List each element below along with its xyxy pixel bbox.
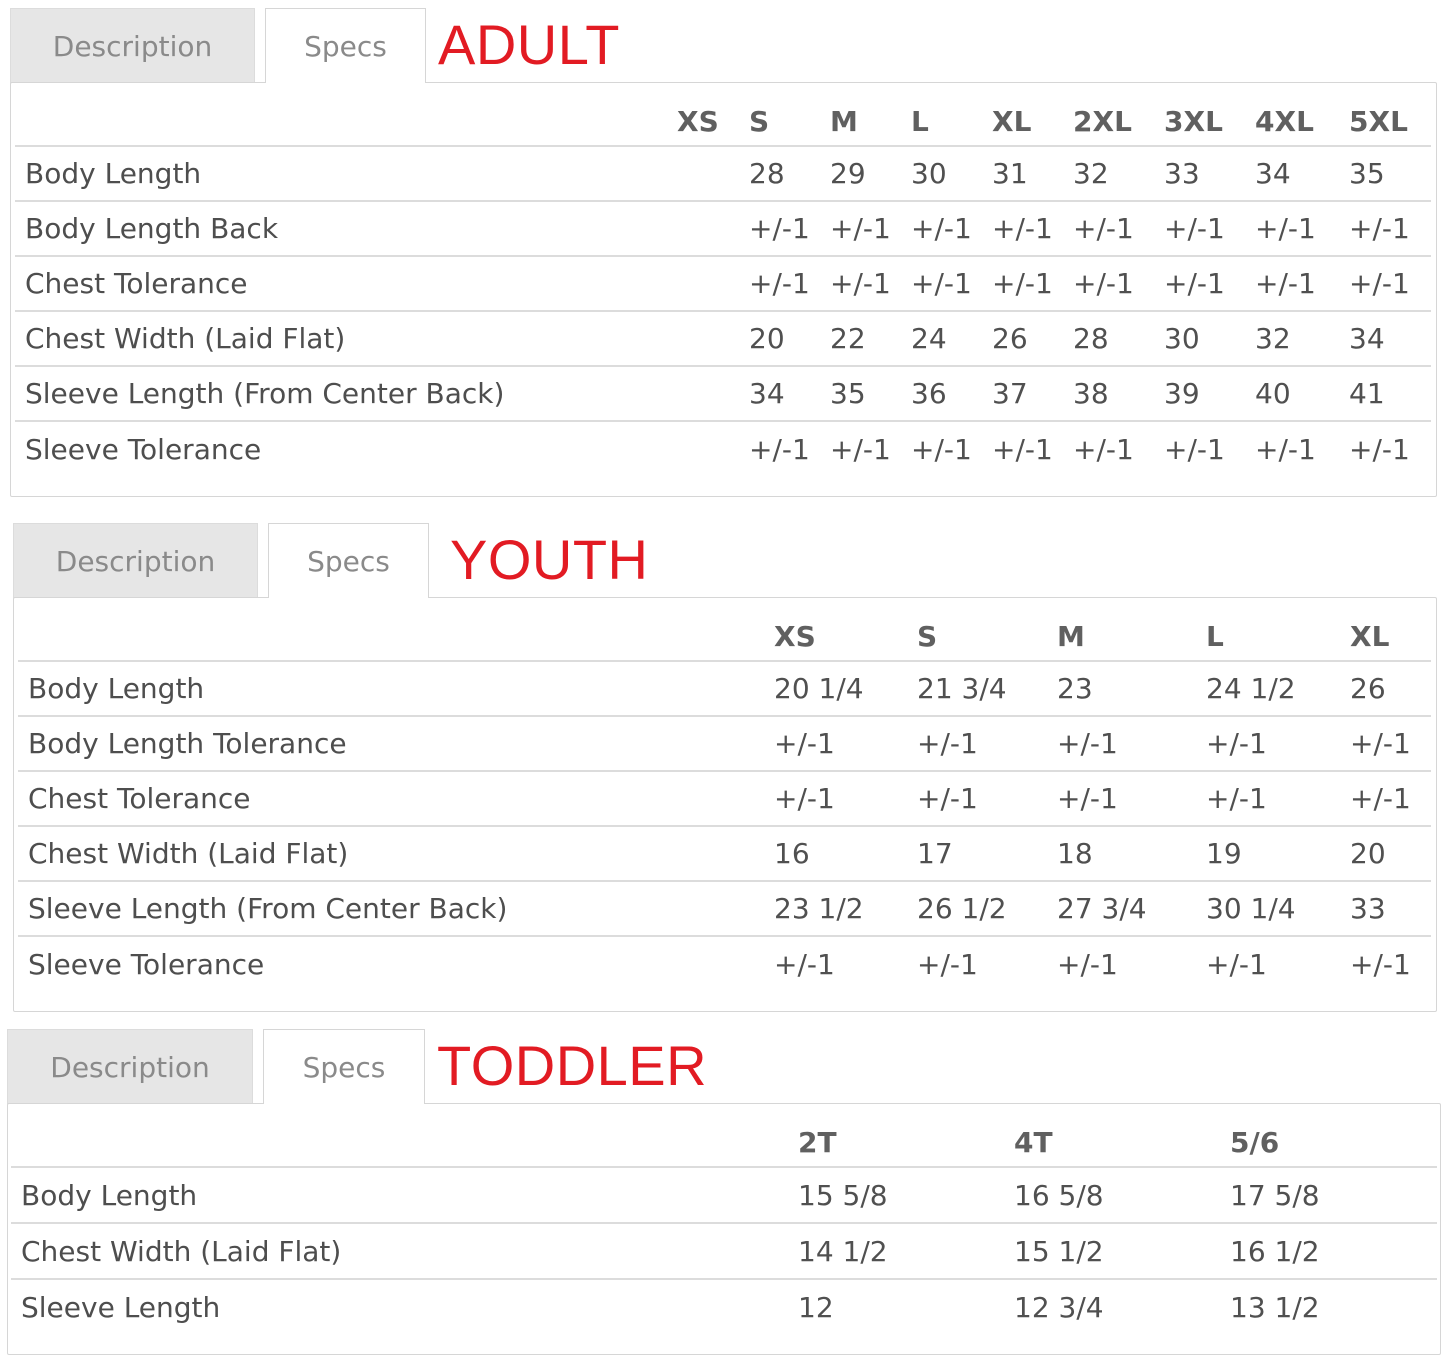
cell: +/-1 <box>774 771 917 826</box>
size-header: 5XL <box>1349 98 1431 146</box>
cell: +/-1 <box>917 771 1057 826</box>
cell: +/-1 <box>1255 256 1349 311</box>
row-label: Sleeve Length (From Center Back) <box>18 881 774 936</box>
size-header: 4T <box>1014 1119 1230 1167</box>
row-label: Body Length <box>15 146 677 201</box>
tab-specs[interactable]: Specs <box>265 8 426 83</box>
row-label: Chest Tolerance <box>15 256 677 311</box>
cell: 32 <box>1073 146 1164 201</box>
cell: +/-1 <box>1164 201 1255 256</box>
cell: +/-1 <box>917 716 1057 771</box>
row-label: Body Length Back <box>15 201 677 256</box>
row-label: Chest Width (Laid Flat) <box>18 826 774 881</box>
row-label: Sleeve Tolerance <box>25 432 262 466</box>
cell: 14 1/2 <box>798 1223 1014 1279</box>
cell: +/-1 <box>830 201 911 256</box>
size-header: 4XL <box>1255 98 1349 146</box>
cell: +/-1 <box>992 432 1053 466</box>
cell: 22 <box>830 311 911 366</box>
cell: 33 <box>1350 881 1431 936</box>
size-header: L <box>1206 613 1350 661</box>
tab-specs-underlap <box>266 81 425 84</box>
cell: 31 <box>992 146 1073 201</box>
tab-specs-underlap <box>269 596 428 599</box>
cell: +/-1 <box>749 256 830 311</box>
cell: +/-1 <box>917 947 978 981</box>
cell: +/-1 <box>830 432 891 466</box>
cell: 34 <box>1255 146 1349 201</box>
row-label: Sleeve Tolerance <box>28 947 265 981</box>
section-label-adult: ADULT <box>438 13 620 76</box>
cell: 30 <box>1164 311 1255 366</box>
cell: 24 1/2 <box>1206 661 1350 716</box>
size-header: XL <box>1350 613 1431 661</box>
tab-specs[interactable]: Specs <box>263 1029 425 1104</box>
cell: +/-1 <box>1349 256 1431 311</box>
cell: +/-1 <box>1349 432 1410 466</box>
size-header: 5/6 <box>1230 1119 1437 1167</box>
cell: 15 5/8 <box>798 1167 1014 1223</box>
cell: +/-1 <box>774 716 917 771</box>
size-header: XS <box>774 613 917 661</box>
cell: 40 <box>1255 366 1349 421</box>
cell: 15 1/2 <box>1014 1223 1230 1279</box>
table-row <box>11 1223 1437 1279</box>
cell: 20 <box>1350 826 1431 881</box>
size-header: M <box>830 98 911 146</box>
tab-specs-underlap <box>264 1102 424 1105</box>
cell: 17 <box>917 826 1057 881</box>
cell: 18 <box>1057 826 1206 881</box>
row-label: Chest Tolerance <box>18 771 774 826</box>
cell: +/-1 <box>1073 201 1164 256</box>
size-table-toddler <box>11 1119 1437 1335</box>
cell: +/-1 <box>1255 432 1316 466</box>
row-label: Chest Width (Laid Flat) <box>15 311 677 366</box>
cell: +/-1 <box>1164 432 1225 466</box>
cell: +/-1 <box>749 432 810 466</box>
cell: 35 <box>830 366 911 421</box>
row-label: Body Length <box>18 661 774 716</box>
size-header: S <box>749 98 830 146</box>
cell: +/-1 <box>1164 256 1255 311</box>
cell: +/-1 <box>1255 201 1349 256</box>
size-header: 2T <box>798 1119 1014 1167</box>
cell: +/-1 <box>1057 771 1206 826</box>
cell: 20 1/4 <box>774 661 917 716</box>
cell: +/-1 <box>1206 771 1350 826</box>
cell: +/-1 <box>911 201 992 256</box>
cell: 26 <box>1350 661 1431 716</box>
cell: 28 <box>749 146 830 201</box>
cell: +/-1 <box>749 201 830 256</box>
cell: 16 5/8 <box>1014 1167 1230 1223</box>
cell: 19 <box>1206 826 1350 881</box>
cell: 13 1/2 <box>1230 1291 1320 1324</box>
cell: 12 <box>798 1291 834 1324</box>
cell: +/-1 <box>1206 716 1350 771</box>
row-label: Body Length <box>11 1167 798 1223</box>
cell: 27 3/4 <box>1057 881 1206 936</box>
size-header: S <box>917 613 1057 661</box>
section-label-youth: YOUTH <box>450 528 649 591</box>
cell: 36 <box>911 366 992 421</box>
cell: +/-1 <box>1350 771 1431 826</box>
cell: 35 <box>1349 146 1431 201</box>
cell: 12 3/4 <box>1014 1291 1104 1324</box>
cell: 30 <box>911 146 992 201</box>
size-header: 3XL <box>1164 98 1255 146</box>
cell: +/-1 <box>992 201 1073 256</box>
cell: 39 <box>1164 366 1255 421</box>
cell: 16 1/2 <box>1230 1223 1437 1279</box>
size-header: 2XL <box>1073 98 1164 146</box>
cell: 33 <box>1164 146 1255 201</box>
cell: +/-1 <box>1349 201 1431 256</box>
cell: +/-1 <box>1073 432 1134 466</box>
row-label: Sleeve Length (From Center Back) <box>15 366 677 421</box>
table-header-row <box>11 1119 1437 1167</box>
cell: 29 <box>830 146 911 201</box>
cell: 20 <box>749 311 830 366</box>
cell: 23 <box>1057 661 1206 716</box>
row-label: Chest Width (Laid Flat) <box>11 1223 798 1279</box>
cell: +/-1 <box>992 256 1073 311</box>
section-label-toddler: TODDLER <box>437 1034 708 1097</box>
header-blank <box>11 1119 798 1167</box>
tab-description[interactable]: Description <box>10 8 255 83</box>
cell: 24 <box>911 311 992 366</box>
cell: 16 <box>774 826 917 881</box>
table-row <box>11 1167 1437 1223</box>
cell: 30 1/4 <box>1206 881 1350 936</box>
cell: +/-1 <box>1350 947 1411 981</box>
size-header: M <box>1057 613 1206 661</box>
cell: 26 1/2 <box>917 881 1057 936</box>
cell: 38 <box>1073 366 1164 421</box>
cell: +/-1 <box>911 256 992 311</box>
size-header: XL <box>992 98 1073 146</box>
cell: 32 <box>1255 311 1349 366</box>
cell: 37 <box>992 366 1073 421</box>
cell: 34 <box>749 366 830 421</box>
tab-description[interactable]: Description <box>7 1029 253 1104</box>
cell: +/-1 <box>830 256 911 311</box>
cell: 21 3/4 <box>917 661 1057 716</box>
cell: 26 <box>992 311 1073 366</box>
size-header: XS <box>677 98 749 146</box>
cell: +/-1 <box>1057 716 1206 771</box>
cell: +/-1 <box>1073 256 1164 311</box>
cell: 17 5/8 <box>1230 1167 1437 1223</box>
cell: +/-1 <box>1206 947 1267 981</box>
size-header: L <box>911 98 992 146</box>
cell: 28 <box>1073 311 1164 366</box>
tab-description[interactable]: Description <box>13 523 258 598</box>
cell: +/-1 <box>1057 947 1118 981</box>
cell: 23 1/2 <box>774 881 917 936</box>
table-row <box>11 1279 1437 1335</box>
tab-specs[interactable]: Specs <box>268 523 429 598</box>
cell: +/-1 <box>1350 716 1431 771</box>
cell: +/-1 <box>911 432 972 466</box>
cell: +/-1 <box>774 947 835 981</box>
cell: 41 <box>1349 366 1431 421</box>
row-label: Sleeve Length <box>21 1291 221 1324</box>
row-label: Body Length Tolerance <box>18 716 774 771</box>
cell: 34 <box>1349 311 1431 366</box>
